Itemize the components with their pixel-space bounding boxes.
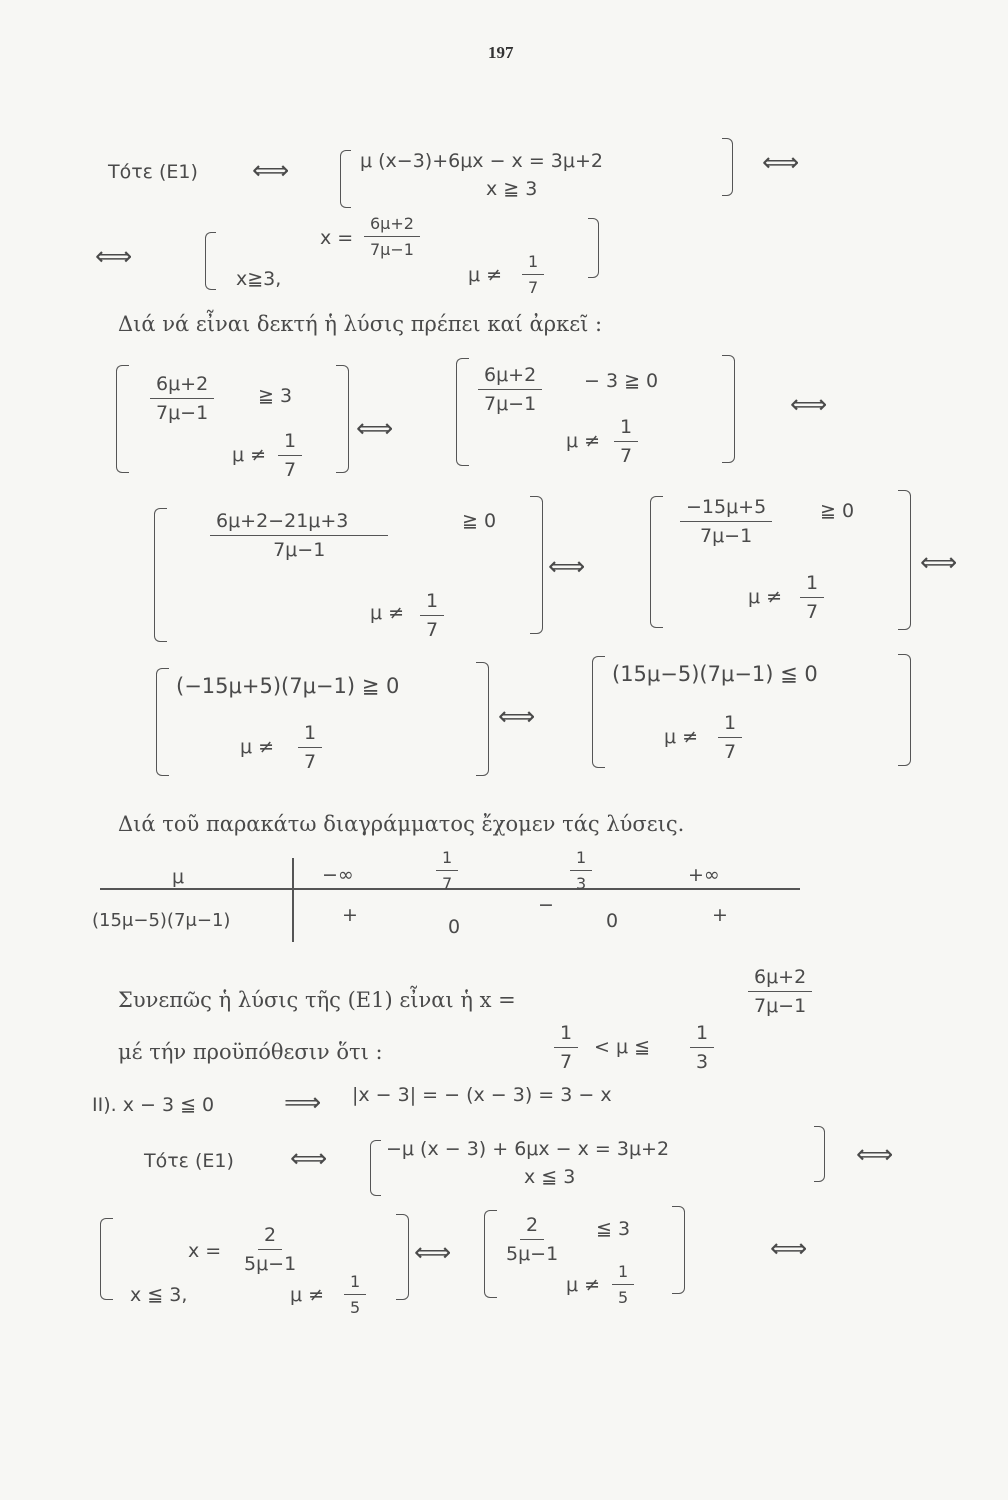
fraction — [420, 590, 444, 641]
numerator: 6μ+2 — [748, 966, 812, 992]
fraction — [748, 966, 812, 1017]
right-brace — [336, 365, 349, 473]
numerator: 1 — [612, 1262, 634, 1285]
denominator: 7μ−1 — [754, 995, 807, 1017]
denominator: 7 — [284, 459, 297, 481]
denominator: 5μ−1 — [244, 1253, 297, 1275]
fraction — [612, 1262, 634, 1307]
mu-neq: μ ≠ — [468, 264, 503, 286]
product-inequality: (15μ−5)(7μ−1) ≦ 0 — [612, 662, 818, 686]
fraction — [718, 712, 742, 763]
fraction — [500, 1214, 564, 1265]
denominator: 7μ−1 — [370, 240, 414, 259]
mu-neq: μ ≠ — [370, 602, 405, 624]
denominator: 7 — [560, 1051, 573, 1073]
right-brace — [722, 355, 735, 463]
denominator: 7μ−1 — [273, 539, 326, 561]
mu-neq: μ ≠ — [748, 586, 783, 608]
denominator: 7μ−1 — [700, 525, 753, 547]
fraction — [570, 848, 592, 893]
inequality-rhs: ≧ 0 — [462, 510, 497, 532]
numerator: 1 — [278, 430, 302, 456]
numerator: 1 — [800, 572, 824, 598]
equivalence-arrow: ⟺ — [790, 390, 828, 420]
equivalence-arrow: ⟺ — [356, 414, 394, 444]
text-line: Συνεπῶς ἡ λύσις τῆς (Ε1) εἶναι ἡ x = — [118, 988, 516, 1012]
mu-neq: μ ≠ — [232, 444, 267, 466]
fraction — [800, 572, 824, 623]
sign-table-mu-label: μ — [172, 866, 185, 888]
denominator: 7 — [442, 874, 453, 893]
condition-line: x ≦ 3 — [524, 1166, 576, 1188]
equivalence-arrow: ⟺ — [856, 1140, 894, 1170]
left-brace — [100, 1218, 113, 1300]
denominator: 5μ−1 — [506, 1243, 559, 1265]
denominator: 7 — [620, 445, 633, 467]
denominator: 7μ−1 — [156, 402, 209, 424]
mu-neq: μ ≠ — [290, 1284, 325, 1306]
numerator: 1 — [298, 722, 322, 748]
numerator: 1 — [554, 1022, 578, 1048]
equivalence-arrow: ⟺ — [290, 1144, 328, 1174]
right-brace — [672, 1206, 685, 1294]
lt-mu-leq: < μ ≦ — [594, 1036, 651, 1058]
fraction — [238, 1224, 302, 1275]
neg-infinity: −∞ — [322, 864, 354, 886]
fraction — [554, 1022, 578, 1073]
left-brace — [370, 1140, 381, 1196]
table-divider — [292, 858, 294, 942]
fraction — [522, 252, 544, 297]
fraction — [344, 1272, 366, 1317]
equivalence-arrow: ⟺ — [770, 1234, 808, 1264]
text-line: μέ τήν προϋπόθεσιν ὅτι : — [118, 1040, 383, 1064]
right-brace — [396, 1214, 409, 1300]
fraction — [210, 510, 388, 561]
condition-line: x≧3, — [236, 268, 282, 290]
x-equals: x = — [320, 227, 354, 249]
numerator: −15μ+5 — [680, 496, 772, 522]
numerator: 1 — [614, 416, 638, 442]
equation-line: μ (x−3)+6μx − x = 3μ+2 — [360, 150, 603, 172]
mu-neq: μ ≠ — [566, 1274, 601, 1296]
numerator: 2 — [520, 1214, 544, 1240]
denominator: 3 — [696, 1051, 709, 1073]
sign-minus: − — [538, 894, 554, 916]
numerator: 1 — [690, 1022, 714, 1048]
numerator: 6μ+2−21μ+3 — [210, 510, 388, 536]
equivalence-arrow: ⟺ — [762, 148, 800, 178]
left-brace — [456, 358, 469, 466]
denominator: 7 — [304, 751, 317, 773]
denominator: 7 — [724, 741, 737, 763]
right-brace — [898, 654, 911, 766]
page-number: 197 — [488, 43, 514, 62]
mu-neq: μ ≠ — [566, 430, 601, 452]
numerator: 1 — [420, 590, 444, 616]
fraction — [364, 214, 420, 259]
left-brace — [650, 496, 663, 628]
denominator: 7 — [426, 619, 439, 641]
product-inequality: (−15μ+5)(7μ−1) ≧ 0 — [176, 674, 400, 698]
fraction — [436, 848, 458, 893]
sign-table-expr-label: (15μ−5)(7μ−1) — [92, 910, 231, 931]
fraction — [614, 416, 638, 467]
sign-plus: + — [342, 904, 358, 926]
numerator: 6μ+2 — [478, 364, 542, 390]
case-label: II). x − 3 ≦ 0 — [92, 1094, 215, 1116]
right-brace — [588, 218, 599, 278]
denominator: 5 — [618, 1288, 629, 1307]
sign-zero: 0 — [606, 910, 619, 932]
condition-line: x ≦ 3, — [130, 1284, 188, 1306]
equation-line: −μ (x − 3) + 6μx − x = 3μ+2 — [386, 1138, 670, 1160]
numerator: 1 — [344, 1272, 366, 1295]
equivalence-arrow: ⟺ — [414, 1238, 452, 1268]
denominator: 3 — [576, 874, 587, 893]
fraction — [278, 430, 302, 481]
equivalence-arrow: ⟺ — [498, 702, 536, 732]
right-brace — [476, 662, 489, 776]
numerator: 6μ+2 — [150, 373, 214, 399]
fraction — [690, 1022, 714, 1073]
equivalence-arrow: ⟺ — [548, 552, 586, 582]
numerator: 1 — [436, 848, 458, 871]
left-brace — [592, 656, 605, 768]
numerator: 6μ+2 — [364, 214, 420, 237]
fraction — [298, 722, 322, 773]
left-brace — [154, 508, 167, 642]
mu-neq: μ ≠ — [664, 726, 699, 748]
tote-label: Τότε (Ε1) — [144, 1150, 234, 1172]
right-brace — [814, 1126, 825, 1182]
denominator: 7 — [806, 601, 819, 623]
absolute-value-expr: |x − 3| = − (x − 3) = 3 − x — [352, 1084, 612, 1106]
inequality-rhs: ≧ 0 — [820, 500, 855, 522]
equivalence-arrow: ⟺ — [252, 156, 290, 186]
numerator: 1 — [522, 252, 544, 275]
left-brace — [156, 668, 169, 776]
right-brace — [530, 496, 543, 634]
tote-label: Τότε (Ε1) — [108, 161, 198, 183]
left-brace — [340, 150, 351, 208]
inequality-rhs: − 3 ≧ 0 — [584, 370, 659, 392]
left-brace — [484, 1210, 497, 1298]
left-brace — [116, 365, 129, 473]
fraction — [150, 373, 214, 424]
numerator: 2 — [258, 1224, 282, 1250]
denominator: 5 — [350, 1298, 361, 1317]
sign-plus: + — [712, 904, 728, 926]
implies-arrow: ⟹ — [284, 1088, 322, 1118]
fraction — [680, 496, 772, 547]
numerator: 1 — [570, 848, 592, 871]
text-line: Διά τοῦ παρακάτω διαγράμματος ἔχομεν τάς λύσεις. — [118, 812, 685, 836]
denominator: 7 — [528, 278, 539, 297]
condition-line: x ≧ 3 — [486, 178, 538, 200]
right-brace — [898, 490, 911, 630]
fraction — [478, 364, 542, 415]
numerator: 1 — [718, 712, 742, 738]
text-line: Διά νά εἶναι δεκτή ἡ λύσις πρέπει καί ἀρκεῖ : — [118, 312, 603, 336]
sign-zero: 0 — [448, 916, 461, 938]
left-brace — [205, 232, 216, 290]
mu-neq: μ ≠ — [240, 736, 275, 758]
inequality-rhs: ≧ 3 — [258, 385, 293, 407]
denominator: 7μ−1 — [484, 393, 537, 415]
equivalence-arrow: ⟺ — [920, 548, 958, 578]
right-brace — [722, 138, 733, 196]
pos-infinity: +∞ — [688, 864, 720, 886]
inequality-rhs: ≦ 3 — [596, 1218, 631, 1240]
x-equals: x = — [188, 1240, 222, 1262]
equivalence-arrow: ⟺ — [95, 242, 133, 272]
